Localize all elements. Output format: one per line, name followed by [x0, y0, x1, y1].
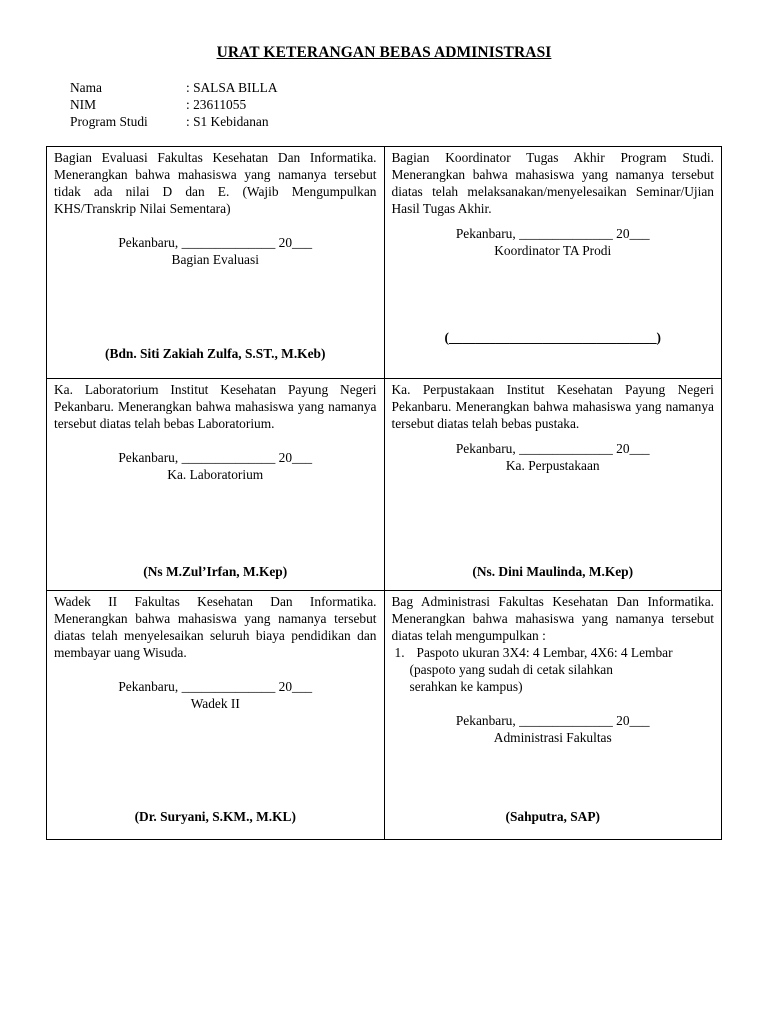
perpustakaan-signer-name: Ns. Dini Maulinda, M.Kep: [476, 564, 629, 579]
perpustakaan-role: Ka. Perpustakaan: [505, 458, 600, 473]
table-row: [47, 147, 722, 379]
wadek-place-date: Pekanbaru, ______________ 20___: [118, 679, 313, 694]
cell-laboratorium: [47, 379, 385, 591]
list-item: [392, 644, 715, 661]
administrasi-description: Bag Administrasi Fakultas Kesehatan Dan Informatika. Menerangkan bahwa mahasiswa yang namanya tersebut diatas telah mengumpulkan :: [391, 594, 714, 643]
prodi-row: [70, 113, 278, 130]
evaluasi-place-date: Pekanbaru, ______________ 20___: [118, 235, 313, 250]
list-item-text: Paspoto ukuran 3X4: 4 Lembar, 4X6: 4 Lembar: [416, 645, 673, 660]
cell-perpustakaan: [384, 379, 722, 591]
evaluasi-signer: (Bdn. Siti Zakiah Zulfa, S.ST., M.Keb): [105, 346, 326, 361]
administrasi-role: Administrasi Fakultas: [493, 730, 612, 745]
wadek-role: Wadek II: [190, 696, 240, 711]
laboratorium-description: Ka. Laboratorium Institut Kesehatan Payung Negeri Pekanbaru. Menerangkan bahwa mahasiswa yang namanya tersebut diatas telah bebas Laboratorium.: [54, 382, 377, 431]
nim-row: [70, 96, 278, 113]
koordinator-role: Koordinator TA Prodi: [494, 243, 612, 258]
name-value: : SALSA BILLA: [186, 80, 278, 95]
laboratorium-role: Ka. Laboratorium: [167, 467, 264, 482]
perpustakaan-description: Ka. Perpustakaan Institut Kesehatan Payung Negeri Pekanbaru. Menerangkan bahwa mahasiswa yang namanya tersebut diatas telah bebas pustaka.: [391, 382, 714, 431]
wadek-description: Wadek II Fakultas Kesehatan Dan Informatika. Menerangkan bahwa mahasiswa yang namanya tersebut diatas telah menyelesaikan seluruh biaya pendidikan dan membayar uang Wisuda.: [54, 594, 377, 660]
cell-wadek: [47, 591, 385, 840]
laboratorium-place-date: Pekanbaru, ______________ 20___: [118, 450, 313, 465]
administrasi-requirements-list: [392, 644, 715, 695]
administrasi-signer-name: Sahputra, SAP: [509, 809, 596, 824]
koordinator-place-date: Pekanbaru, ______________ 20___: [455, 226, 650, 241]
cell-evaluasi: [47, 147, 385, 379]
document-title: URAT KETERANGAN BEBAS ADMINISTRASI: [216, 44, 552, 61]
name-label: Nama: [70, 80, 102, 95]
table-row: [47, 379, 722, 591]
prodi-label: Program Studi: [70, 114, 148, 129]
laboratorium-signer: (Ns M.Zul’Irfan, M.Kep): [143, 564, 288, 579]
cell-koordinator: [384, 147, 722, 379]
evaluasi-role: Bagian Evaluasi: [171, 252, 259, 267]
wadek-signer: (Dr. Suryani, S.KM., M.KL): [134, 809, 296, 824]
table-row: [47, 591, 722, 840]
koordinator-signature-line: (_______________________________): [444, 330, 661, 345]
evaluasi-signer-name: Bdn. Siti Zakiah Zulfa, S.ST., M.Keb: [109, 346, 321, 361]
list-item-number: 1.: [394, 645, 405, 660]
koordinator-description: Bagian Koordinator Tugas Akhir Program Studi. Menerangkan bahwa mahasiswa yang namanya tersebut diatas telah melaksanakan/menyelesaikan Seminar/Ujian Hasil Tugas Akhir.: [391, 150, 714, 216]
perpustakaan-place-date: Pekanbaru, ______________ 20___: [455, 441, 650, 456]
perpustakaan-signer: (Ns. Dini Maulinda, M.Kep): [472, 564, 634, 579]
administrasi-signer: (Sahputra, SAP): [505, 809, 600, 824]
nim-value: : 23611055: [186, 97, 247, 112]
evaluasi-description: Bagian Evaluasi Fakultas Kesehatan Dan Informatika. Menerangkan bahwa mahasiswa yang namanya tersebut tidak ada nilai D dan E. (Wajib Mengumpulkan KHS/Transkrip Nilai Sementara): [54, 150, 377, 216]
list-item-continuation: serahkan ke kampus): [409, 679, 523, 694]
cell-administrasi: [384, 591, 722, 840]
list-item-continuation: (paspoto yang sudah di cetak silahkan: [409, 662, 613, 677]
student-info: [70, 79, 278, 130]
clearance-table: [46, 146, 722, 840]
laboratorium-signer-name: Ns M.Zul’Irfan, M.Kep: [147, 564, 283, 579]
name-row: [70, 79, 278, 96]
wadek-signer-name: Dr. Suryani, S.KM., M.KL: [139, 809, 292, 824]
prodi-value: : S1 Kebidanan: [186, 114, 269, 129]
administrasi-place-date: Pekanbaru, ______________ 20___: [455, 713, 650, 728]
nim-label: NIM: [70, 97, 97, 112]
